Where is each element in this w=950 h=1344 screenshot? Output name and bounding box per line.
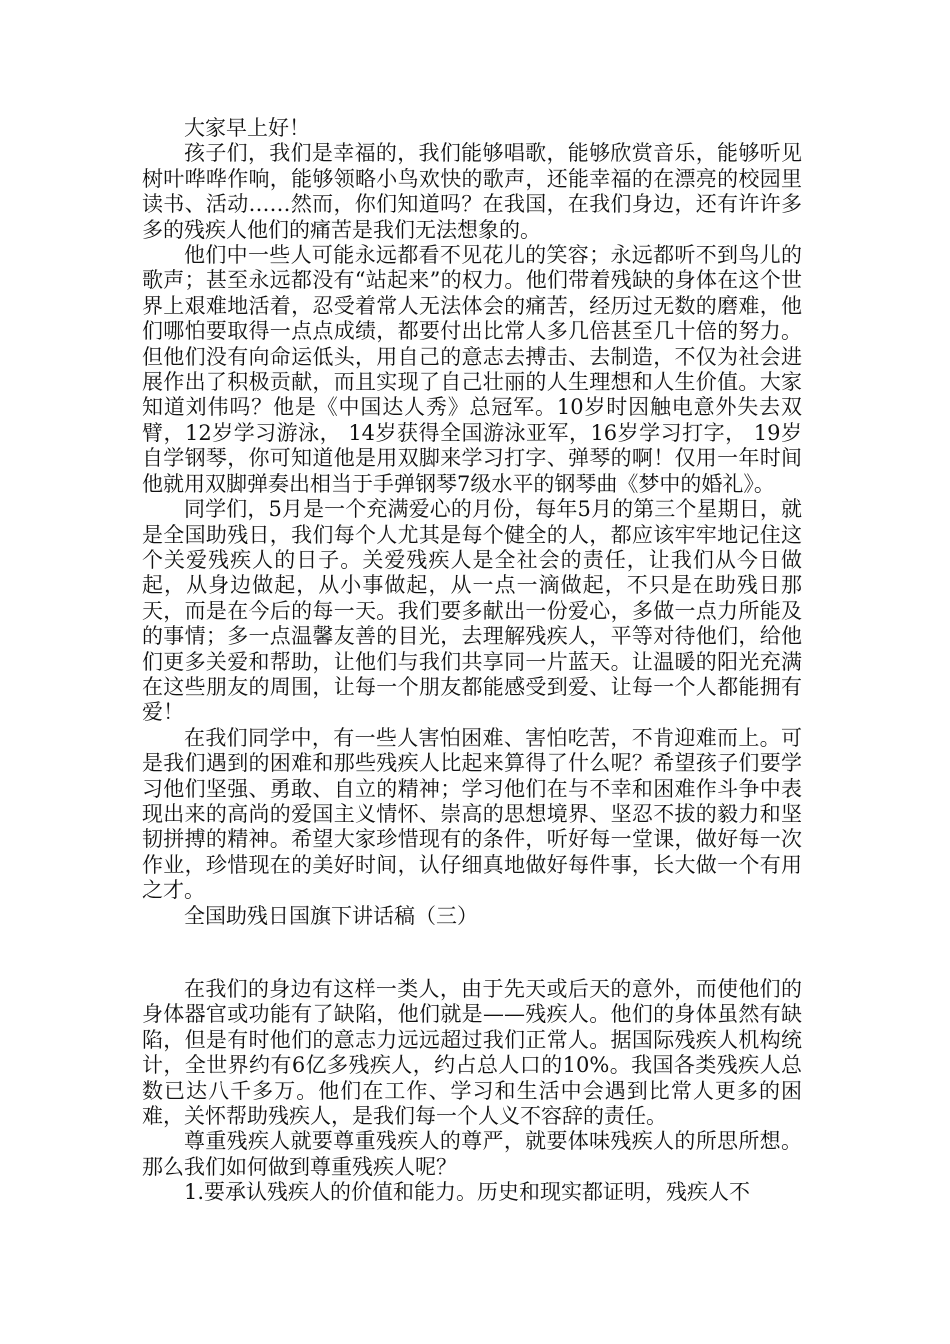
paragraph: 在我们同学中，有一些人害怕困难、害怕吃苦，不肯迎难而上。可是我们遇到的困难和那些残疾人比起来算得了什么呢？希望孩子们要学习他们坚强、勇敢、自立的精神；学习他们在与不幸和困难作斗争中表现出来的高尚的爱国主义情怀、崇高的思想境界、坚忍不拔的毅力和坚韧拼搏的精神。希望大家珍惜现有的条件，听好每一堂课，做好每一次作业，珍惜现在的美好时间，认仔细真地做好每件事，长大做一个有用之才。: [142, 725, 802, 903]
paragraph: 他们中一些人可能永远都看不见花儿的笑容；永远都听不到鸟儿的歌声；甚至永远都没有“站起来”的权力。他们带着残缺的身体在这个世界上艰难地活着，忍受着常人无法体会的痛苦，经历过无数的磨难，他们哪怕要取得一点点成绩，都要付出比常人多几倍甚至几十倍的努力。但他们没有向命运低头，用自己的意志去搏击、去制造，不仅为社会进展作出了积极贡献，而且实现了自己壮丽的人生理想和人生价值。大家知道刘伟吗？他是《中国达人秀》总冠军。10岁时因触电意外失去双臂，12岁学习游泳， 14岁获得全国游泳亚军，16岁学习打字， 19岁自学钢琴，你可知道他是用双脚来学习打字、弹琴的啊！仅用一年时间他就用双脚弹奏出相当于手弹钢琴7级水平的钢琴曲《梦中的婚礼》。: [142, 243, 802, 496]
paragraph: 在我们的身边有这样一类人，由于先天或后天的意外，而使他们的身体器官或功能有了缺陷，他们就是——残疾人。他们的身体虽然有缺陷，但是有时他们的意志力远远超过我们正常人。据国际残疾人机构统计，全世界约有6亿多残疾人，约占总人口的10%。我国各类残疾人总数已达八千多万。他们在工作、学习和生活中会遇到比常人更多的困难，关怀帮助残疾人，是我们每一个人义不容辞的责任。: [142, 977, 802, 1129]
section-title: 全国助残日国旗下讲话稿（三）: [184, 903, 478, 928]
paragraph: 1.要承认残疾人的价值和能力。历史和现实都证明，残疾人不: [184, 1180, 751, 1205]
greeting: 大家早上好！: [184, 116, 310, 140]
paragraph: 同学们，5月是一个充满爱心的月份，每年5月的第三个星期日，就是全国助残日，我们每个人尤其是每个健全的人，都应该牢牢地记住这个关爱残疾人的日子。关爱残疾人是全社会的责任，让我们从今日做起，从身边做起，从小事做起，从一点一滴做起，不只是在助残日那天，而是在今后的每一天。我们要多献出一份爱心，多做一点力所能及的事情；多一点温馨友善的目光，去理解残疾人，平等对待他们，给他们更多关爱和帮助，让他们与我们共享同一片蓝天。让温暖的阳光充满在这些朋友的周围，让每一个朋友都能感受到爱、让每一个人都能拥有爱！: [142, 497, 802, 725]
paragraph: 尊重残疾人就要尊重残疾人的尊严，就要体味残疾人的所思所想。那么我们如何做到尊重残疾人呢？: [142, 1129, 802, 1179]
document-page: [142, 116, 802, 1206]
paragraph: 孩子们，我们是幸福的，我们能够唱歌，能够欣赏音乐，能够听见树叶哗哗作响，能够领略小鸟欢快的歌声，还能幸福的在漂亮的校园里读书、活动……然而，你们知道吗？在我国，在我们身边，还有许许多多的残疾人他们的痛苦是我们无法想象的。: [142, 141, 802, 242]
blank-line: [142, 929, 802, 977]
